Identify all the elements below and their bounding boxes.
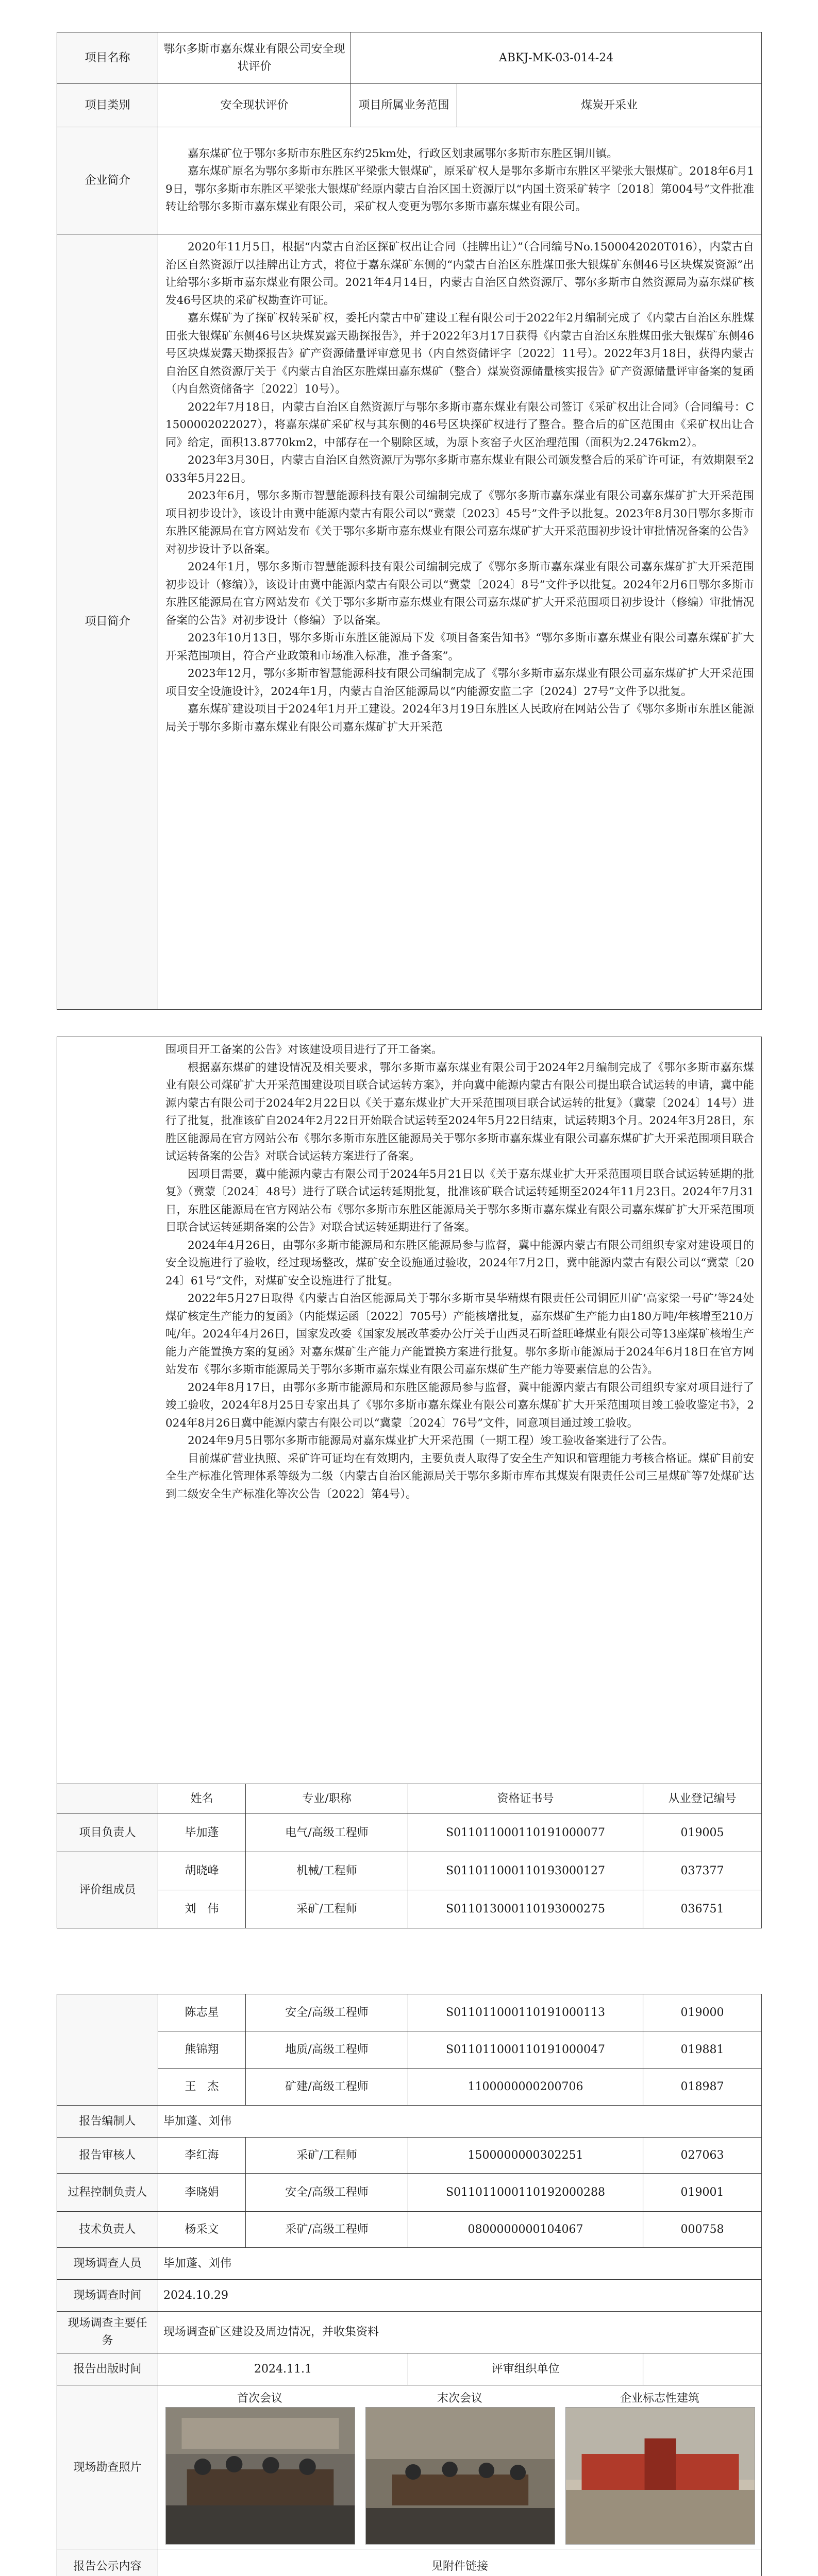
member-name: 陈志星 [158,1994,246,2031]
header-table [57,32,762,1010]
publish-value[interactable]: 见附件链接 [158,2550,762,2576]
tech-cert: 0800000000104067 [408,2212,643,2248]
project-intro-label: 项目简介 [57,234,158,1010]
project-paragraph: 根据嘉东煤矿的建设情况及相关要求，鄂尔多斯市嘉东煤业有限公司于2024年2月编制完成了《鄂尔多斯市嘉东煤业有限公司煤矿扩大开采范围建设项目联合试运转方案》，并向冀中能源内蒙古有限公司提出联合试运转的申请，冀中能源内蒙古有限公司于2024年2月22日以《关于嘉东煤业扩大开采范围项目联合试运转的批复》（冀蒙〔2024〕14号）进行了批复，批准该矿自2024年2月22日开始联合试运转至2024年5月22日结束，试运转期3个月。2024年3月28日，东胜区能源局在官方网站公布《鄂尔多斯市东胜区能源局关于鄂尔多斯市嘉东煤业有限公司嘉东煤矿扩大开采范围项目联合试运转备案的公告》对联合试运转方案进行了备案。 [165,1061,755,1163]
reviewer-cert: 1500000000302251 [408,2138,643,2174]
member-cert: S011011000110193000127 [408,1852,643,1890]
company-label: 企业简介 [57,127,158,234]
category-label: 项目类别 [57,84,158,127]
members-label-continued [57,1994,158,2106]
reviewer-title: 采矿/工程师 [246,2138,408,2174]
project-name-label: 项目名称 [57,32,158,84]
category-value: 安全现状评价 [158,84,351,127]
project-paragraph: 嘉东煤矿为了探矿权转采矿权，委托内蒙古中矿建设工程有限公司于2022年2月编制完成了《内蒙古自治区东胜煤田张大银煤矿东侧46号区块煤炭露天勘探报告》，并于2022年3月17日获得《内蒙古自治区东胜煤田张大银煤矿东侧46号区块煤炭露天勘探报告》矿产资源储量评审意见书（内自然资储评字〔2022〕11号）。2022年3月18日，获得内蒙古自治区自然资源厅关于《内蒙古自治区东胜煤田嘉东煤矿（整合）煤炭资源储量核实报告》矿产资源储量评审备案的复函（内自然资储备字〔2022〕10号）。 [165,312,755,396]
survey-task-label: 现场调查主要任务 [57,2312,158,2353]
member-title: 安全/高级工程师 [246,1994,408,2031]
team-header-blank [57,1784,158,1814]
project-paragraph: 2024年1月，鄂尔多斯市智慧能源科技有限公司编制完成了《鄂尔多斯市嘉东煤业有限公司嘉东煤矿扩大开采范围初步设计（修编）》，该设计由冀中能源内蒙古有限公司以“冀蒙〔2024〕8号”文件予以批复。2024年2月6日鄂尔多斯市东胜区能源局在官方网站发布《关于鄂尔多斯市嘉东煤业有限公司嘉东煤矿扩大开采范围项目初步设计（修编）审批情况备案的公告》对初步设计（修编）予以备案。 [165,561,755,627]
member-name: 胡晓峰 [158,1852,246,1890]
member-reg: 036751 [643,1890,762,1928]
company-paragraph: 嘉东煤矿原名为鄂尔多斯市东胜区平梁张大银煤矿，原采矿权人是鄂尔多斯市东胜区平梁张大银煤矿。2018年6月19日，鄂尔多斯市东胜区平梁张大银煤矿经原内蒙古自治区国土资源厅以“内国土资采矿转字〔2018〕第004号”文件批准转让给鄂尔多斯市嘉东煤业有限公司，采矿权人变更为鄂尔多斯市嘉东煤业有限公司。 [165,165,755,213]
member-reg: 037377 [643,1852,762,1890]
reviewer-reg: 027063 [643,2138,762,2174]
project-paragraph: 因项目需要，冀中能源内蒙古有限公司于2024年5月21日以《关于嘉东煤业扩大开采范围项目联合试运转延期的批复》（冀蒙〔2024〕48号）进行了联合试运转延期批复，批准该矿联合试运转延期至2024年11月23日。2024年7月31日，东胜区能源局在官方网站公布《鄂尔多斯市东胜区能源局关于鄂尔多斯市嘉东煤业有限公司嘉东煤矿扩大开采范围项目联合试运转延期备案的公告》对联合试运转延期进行了备案。 [165,1167,755,1234]
process-cert: S011011000110192000288 [408,2174,643,2212]
project-code: ABKJ-MK-03-014-24 [351,32,762,84]
members-label: 评价组成员 [57,1852,158,1928]
survey-people-label: 现场调查人员 [57,2248,158,2280]
survey-task-value: 现场调查矿区建设及周边情况，并收集资料 [158,2312,762,2353]
member-cert: 1100000000200706 [408,2069,643,2106]
review-unit-label: 评审组织单位 [408,2353,643,2385]
project-paragraph: 2024年9月5日鄂尔多斯市能源局对嘉东煤业扩大开采范围（一期工程）竣工验收备案进行了公告。 [188,1434,674,1447]
industry-value: 煤炭开采业 [457,84,762,127]
leader-reg: 019005 [643,1814,762,1852]
member-title: 地质/高级工程师 [246,2031,408,2069]
landmark-building-photo [565,2407,755,2545]
writer-value: 毕加蓬、刘伟 [158,2106,762,2138]
photos-cell [158,2385,762,2550]
leader-cert: S011011000110191000077 [408,1814,643,1852]
leader-name: 毕加蓬 [158,1814,246,1852]
member-title: 采矿/工程师 [246,1890,408,1928]
member-reg: 019000 [643,1994,762,2031]
member-reg: 018987 [643,2069,762,2106]
member-name: 王 杰 [158,2069,246,2106]
process-name: 李晓娟 [158,2174,246,2212]
company-intro [158,127,762,234]
member-reg: 019881 [643,2031,762,2069]
member-name: 熊锦翔 [158,2031,246,2069]
first-meeting-photo [165,2407,355,2545]
col-title: 专业/职称 [246,1784,408,1814]
member-cert: S011013000110193000275 [408,1890,643,1928]
project-paragraph: 2023年3月30日，内蒙古自治区自然资源厅为鄂尔多斯市嘉东煤业有限公司颁发整合后的采矿许可证，有效期限至2033年5月22日。 [165,454,755,485]
project-paragraph: 2022年7月18日，内蒙古自治区自然资源厅与鄂尔多斯市嘉东煤业有限公司签订《采矿权出让合同》（合同编号：C1500002022027），将嘉东煤矿采矿权与其东侧的46号区块探矿权进行了整合。整合后的矿区范围由《采矿权出让合同》给定，面积13.8770km2，中部存在一个剔除区域，为原卜亥窑子火区治理范围（面积为2.2476km2）。 [165,400,755,449]
member-cert: S011011000110191000113 [408,1994,643,2031]
survey-time-label: 现场调查时间 [57,2280,158,2312]
leader-label: 项目负责人 [57,1814,158,1852]
col-reg: 从业登记编号 [643,1784,762,1814]
publish-date-label: 报告出版时间 [57,2353,158,2385]
tech-name: 杨采文 [158,2212,246,2248]
project-paragraph: 目前煤矿营业执照、采矿许可证均在有效期内，主要负责人取得了安全生产知识和管理能力考核合格证。煤矿目前安全生产标准化管理体系等级为二级（内蒙古自治区能源局关于鄂尔多斯市库布其煤炭有限责任公司三星煤矿等7处煤矿达到二级安全生产标准化等次公告〔2022〕第4号）。 [165,1452,755,1501]
publish-date-value: 2024.11.1 [158,2353,408,2385]
member-title: 矿建/高级工程师 [246,2069,408,2106]
process-title: 安全/高级工程师 [246,2174,408,2212]
tech-reg: 000758 [643,2212,762,2248]
project-name: 鄂尔多斯市嘉东煤业有限公司安全现状评价 [158,32,351,84]
survey-time-value: 2024.10.29 [158,2280,762,2312]
reviewer-label: 报告审核人 [57,2138,158,2174]
project-continued-table [57,1037,762,1928]
process-label: 过程控制负责人 [57,2174,158,2212]
project-paragraph: 2023年10月13日，鄂尔多斯市东胜区能源局下发《项目备案告知书》“鄂尔多斯市嘉东煤业有限公司嘉东煤矿扩大开采范围项目，符合产业政策和市场准入标准，准予备案”。 [165,632,755,663]
staff-table [57,1994,762,2576]
tech-label: 技术负责人 [57,2212,158,2248]
process-reg: 019001 [643,2174,762,2212]
project-intro [158,234,762,1010]
project-paragraph: 嘉东煤矿建设项目于2024年1月开工建设。2024年3月19日东胜区人民政府在网站公告了《鄂尔多斯市东胜区能源局关于鄂尔多斯市嘉东煤业有限公司嘉东煤矿扩大开采范 [165,703,755,734]
photo-caption: 末次会议 [437,2392,482,2405]
member-name: 刘 伟 [158,1890,246,1928]
project-paragraph: 围项目开工备案的公告》对该建设项目进行了开工备案。 [165,1043,443,1056]
photos-label: 现场勘查照片 [57,2385,158,2550]
project-intro-continued [57,1037,762,1784]
project-paragraph: 2024年4月26日，由鄂尔多斯市能源局和东胜区能源局参与监督，冀中能源内蒙古有限公司组织专家对建设项目的安全设施进行了验收，经过现场整改，煤矿安全设施通过验收，2024年7月2日，冀中能源内蒙古有限公司以“冀蒙〔2024〕61号”文件，对煤矿安全设施进行了批复。 [165,1239,755,1287]
review-unit-value [643,2353,762,2385]
project-paragraph: 2024年8月17日，由鄂尔多斯市能源局和东胜区能源局参与监督，冀中能源内蒙古有限公司组织专家对项目进行了竣工验收，2024年8月25日专家出具了《鄂尔多斯市嘉东煤业有限公司嘉东煤矿扩大开采范围项目竣工验收鉴定书》，2024年8月26日冀中能源内蒙古有限公司以“冀蒙〔2024〕76号”文件，同意项目通过竣工验收。 [165,1381,755,1430]
member-cert: S011011000110191000047 [408,2031,643,2069]
leader-title: 电气/高级工程师 [246,1814,408,1852]
project-paragraph: 2023年6月，鄂尔多斯市智慧能源科技有限公司编制完成了《鄂尔多斯市嘉东煤业有限公司嘉东煤矿扩大开采范围项目初步设计》，该设计由冀中能源内蒙古有限公司以“冀蒙〔2023〕45号”文件予以批复。2023年8月30日鄂尔多斯市东胜区能源局在官方网站发布《关于鄂尔多斯市嘉东煤业有限公司嘉东煤矿扩大开采范围初步设计审批情况备案的公告》对初步设计予以备案。 [165,489,755,556]
photo-caption: 首次会议 [237,2392,282,2405]
project-paragraph: 2022年5月27日取得《内蒙古自治区能源局关于鄂尔多斯市昊华精煤有限责任公司铜匠川矿‘高家梁一号矿’等24处煤矿核定生产能力的复函》（内能煤运函〔2022〕705号）产能核增批复，嘉东煤矿生产能力由180万吨/年核增至210万吨/年。2024年4月26日，国家发改委《国家发展改革委办公厅关于山西灵石昕益旺峰煤业有限公司等13座煤矿核增生产能力产能置换方案的复函》对嘉东煤矿生产能力产能置换方案进行批复。鄂尔多斯市能源局于2024年6月18日在官方网站发布《鄂尔多斯市能源局关于鄂尔多斯市嘉东煤业有限公司嘉东煤矿生产能力等要素信息的公告》。 [165,1292,755,1376]
page-2 [57,1037,761,1928]
publish-label: 报告公示内容 [57,2550,158,2576]
project-paragraph: 2023年12月，鄂尔多斯市智慧能源科技有限公司编制完成了《鄂尔多斯市嘉东煤业有限公司嘉东煤矿扩大开采范围项目安全设施设计》，2024年1月，内蒙古自治区能源局以“内能源安监二字〔2024〕27号”文件予以批复。 [165,667,755,698]
col-cert: 资格证书号 [408,1784,643,1814]
survey-people-value: 毕加蓬、刘伟 [158,2248,762,2280]
writer-label: 报告编制人 [57,2106,158,2138]
last-meeting-photo [365,2407,555,2545]
member-title: 机械/工程师 [246,1852,408,1890]
page-3 [57,1994,761,2576]
col-name: 姓名 [158,1784,246,1814]
tech-title: 采矿/高级工程师 [246,2212,408,2248]
page-1 [57,32,761,1010]
industry-label: 项目所属业务范围 [351,84,457,127]
reviewer-name: 李红海 [158,2138,246,2174]
company-paragraph: 嘉东煤矿位于鄂尔多斯市东胜区东约25km处，行政区划隶属鄂尔多斯市东胜区铜川镇。 [188,147,618,160]
photo-caption: 企业标志性建筑 [620,2392,699,2405]
project-paragraph: 2020年11月5日，根据“内蒙古自治区探矿权出让合同（挂牌出让）”（合同编号No.1500042020T016），内蒙古自治区自然资源厅以挂牌出让方式，将位于嘉东煤矿东侧的“内蒙古自治区东胜煤田张大银煤矿东侧46号区块煤炭资源”出让给鄂尔多斯市嘉东煤业有限公司。2021年4月14日，内蒙古自治区自然资源厅、鄂尔多斯市自然资源局为嘉东煤矿核发46号区块的采矿权勘查许可证。 [165,241,755,307]
